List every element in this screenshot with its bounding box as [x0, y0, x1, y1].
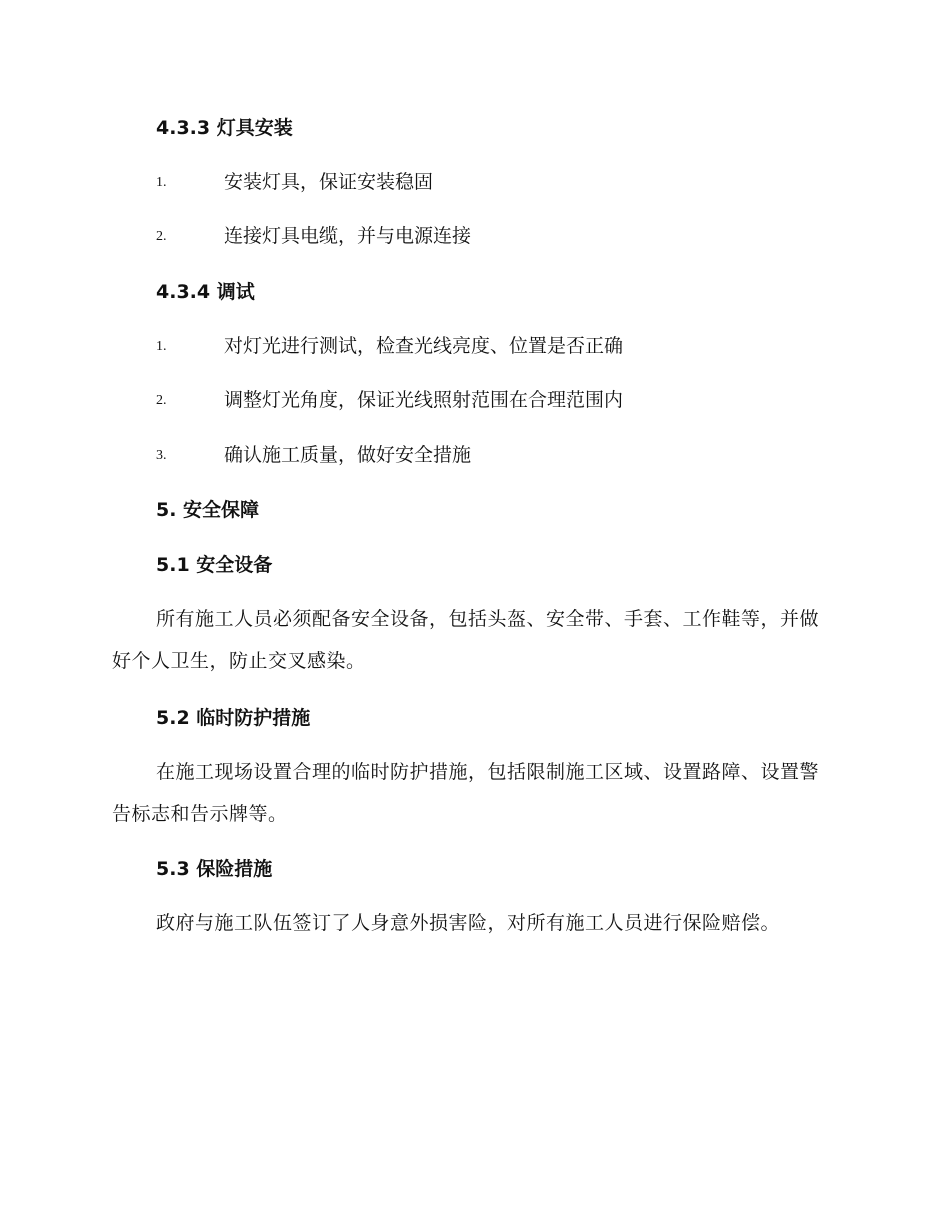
list-number: 3.: [156, 448, 167, 463]
heading-4-3-3: 4.3.3 灯具安装: [156, 117, 293, 139]
paragraph-5-3: 政府与施工队伍签订了人身意外损害险，对所有施工人员进行保险赔偿。: [156, 912, 781, 934]
heading-5-2: 5.2 临时防护措施: [156, 707, 311, 729]
list-text: 安装灯具，保证安装稳固: [224, 171, 434, 193]
list-text: 调整灯光角度，保证光线照射范围在合理范围内: [224, 389, 624, 411]
heading-5: 5. 安全保障: [156, 499, 260, 521]
list-text: 对灯光进行测试，检查光线亮度、位置是否正确: [224, 335, 624, 357]
paragraph-5-2: 在施工现场设置合理的临时防护措施，包括限制施工区域、设置路障、设置警告标志和告示牌等。: [112, 761, 820, 825]
paragraph-5-1: 所有施工人员必须配备安全设备，包括头盔、安全带、手套、工作鞋等，并做好个人卫生，防止交叉感染。: [112, 608, 820, 672]
heading-5-1: 5.1 安全设备: [156, 554, 273, 576]
list-number: 2.: [156, 229, 167, 244]
list-number: 1.: [156, 175, 167, 190]
list-text: 连接灯具电缆，并与电源连接: [224, 225, 472, 247]
heading-4-3-4: 4.3.4 调试: [156, 281, 255, 303]
heading-5-3: 5.3 保险措施: [156, 858, 273, 880]
list-number: 1.: [156, 339, 167, 354]
list-number: 2.: [156, 393, 167, 408]
list-text: 确认施工质量，做好安全措施: [224, 444, 472, 466]
